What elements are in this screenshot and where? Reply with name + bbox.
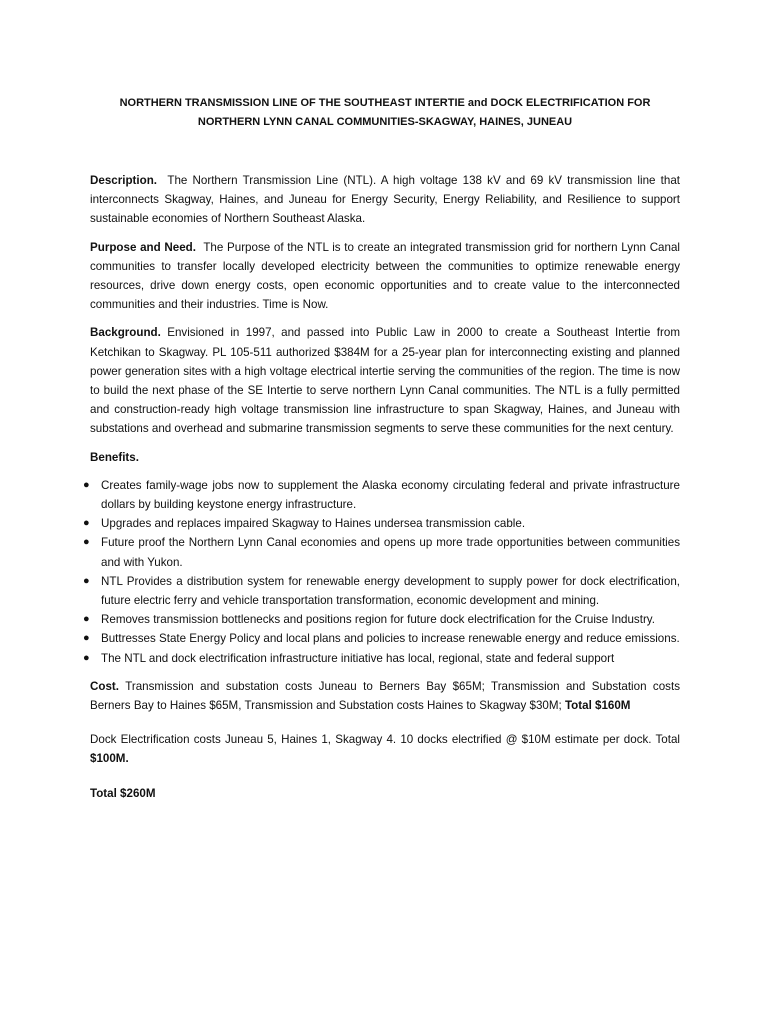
description-text: The Northern Transmission Line (NTL). A high voltage 138 kV and 69 kV transmission line that interconnects Skagway, Haines, and Juneau for Energy Security, Energy Reliability, and Resilience to support sustainable economies of Northern Southeast Alaska.: [90, 174, 680, 226]
purpose-paragraph: [90, 238, 680, 315]
description-paragraph: [90, 171, 680, 229]
list-item: ● Future proof the Northern Lynn Canal economies and opens up more trade opportunities between communities and with Yukon.: [90, 533, 680, 571]
purpose-heading: Purpose and Need.: [90, 240, 196, 254]
title-line-1: NORTHERN TRANSMISSION LINE OF THE SOUTHEAST INTERTIE and DOCK ELECTRIFICATION FOR: [119, 97, 651, 109]
description-heading: Description.: [90, 174, 157, 187]
bullet-icon: ●: [83, 517, 90, 530]
background-heading: Background.: [90, 326, 161, 340]
document-title: [90, 94, 680, 132]
bullet-icon: ●: [83, 632, 90, 645]
benefits-heading-paragraph: [90, 448, 680, 467]
background-paragraph: [90, 323, 680, 438]
grand-total: Total $260M: [90, 786, 156, 800]
cost-total: Total $160M: [564, 699, 631, 713]
dock-text: Dock Electrification costs Juneau 5, Haines 1, Skagway 4. 10 docks electrified @ $10M estimate per dock. Total: [90, 733, 680, 747]
title-line-2: NORTHERN LYNN CANAL COMMUNITIES-SKAGWAY, HAINES, JUNEAU: [197, 116, 573, 128]
bullet-icon: ●: [83, 574, 90, 587]
bullet-icon: ●: [83, 651, 90, 664]
list-item: ● The NTL and dock electrification infrastructure initiative has local, regional, state and federal support: [90, 649, 680, 668]
list-item: ● Upgrades and replaces impaired Skagway to Haines undersea transmission cable.: [90, 514, 680, 533]
list-item: ● Creates family-wage jobs now to supplement the Alaska economy circulating federal and private infrastructure dollars by building keystone energy infrastructure.: [90, 476, 680, 514]
bullet-icon: ●: [83, 478, 90, 491]
bullet-icon: ●: [83, 613, 90, 626]
cost-paragraph: [90, 677, 680, 715]
list-item: ● Buttresses State Energy Policy and local plans and policies to increase renewable energy and reduce emissions.: [90, 629, 680, 648]
cost-text: Transmission and substation costs Juneau to Berners Bay $65M; Transmission and Substation costs Berners Bay to Haines $65M, Transmission and Substation costs Haines to Skagway $30M;: [90, 679, 680, 713]
list-item: ● Removes transmission bottlenecks and positions region for future dock electrification for the Cruise Industry.: [90, 610, 680, 629]
dock-total: $100M.: [90, 752, 129, 766]
bullet-icon: ●: [83, 536, 90, 549]
background-text: Envisioned in 1997, and passed into Public Law in 2000 to create a Southeast Intertie from Ketchikan to Skagway. PL 105-511 authorized $384M for a 25-year plan for interconnecting existing and planned power generation sites with a high voltage electrical intertie serving the communities of the region. The time is now to build the next phase of the SE Intertie to serve northern Lynn Canal communities. The NTL is a fully permitted and construction-ready high voltage transmission line infrastructure to span Skagway, Haines, and Juneau with substations and overhead and submarine transmission segments to serve these communities for the next century.: [90, 326, 680, 436]
dock-paragraph: [90, 730, 680, 768]
benefits-heading: Benefits.: [90, 450, 139, 464]
benefits-list: [83, 476, 680, 668]
grand-total-paragraph: [90, 784, 680, 803]
purpose-text: The Purpose of the NTL is to create an integrated transmission grid for northern Lynn Canal communities to transfer locally developed electricity between the communities to optimize renewable energy resources, drive down energy costs, open economic opportunities and to create value to the interconnected communities and their industries. Time is Now.: [90, 240, 680, 312]
list-item: ● NTL Provides a distribution system for renewable energy development to supply power for dock electrification, future electric ferry and vehicle transportation transformation, economic development and mining.: [90, 572, 680, 610]
document-body: [83, 171, 680, 812]
cost-heading: Cost.: [90, 679, 119, 693]
